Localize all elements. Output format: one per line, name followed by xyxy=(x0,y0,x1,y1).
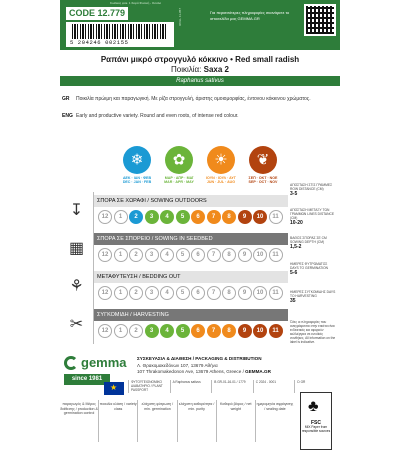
bottom-field: ποικιλία κλάση / variety class xyxy=(99,400,138,442)
barcode-bars xyxy=(72,24,168,39)
sun-icon: ☀ xyxy=(214,151,228,169)
season-badge xyxy=(165,146,193,174)
packaging-info: ΣΥΣΚΕΥΑΣΙΑ & ΔΙΑΘΕΣΗ / PACKAGING & DISTRIBUTION Λ. Θρακομακεδόνων 107, 13679 Αθήνα 107 Thrakomakedonon Ave, 13679 Athens, Greece / GEMMA.GR xyxy=(137,356,337,376)
month-circle: 8 xyxy=(222,324,236,338)
month-circle: 9 xyxy=(238,286,252,300)
month-circle: 7 xyxy=(207,248,221,262)
month-circle: 1 xyxy=(114,324,128,338)
month-circle: 6 xyxy=(191,248,205,262)
season-label-en: JUN · JUL · AUG xyxy=(206,180,236,185)
product-code: CODE 12.779 xyxy=(66,7,128,20)
qr-code-icon[interactable] xyxy=(304,4,336,36)
month-circle: 10 xyxy=(253,210,267,224)
calendar-row-label: ΣΥΓΚΟΜΙΔΗ / HARVESTING xyxy=(94,309,288,321)
month-circle: 9 xyxy=(238,210,252,224)
season-label-en: MAR · APR · MAY xyxy=(164,180,194,185)
month-circle: 4 xyxy=(160,324,174,338)
growing-spec-label: ΑΠΟΣΤΑΣΗ ΜΕΤΑΞΥ ΤΩΝ ΓΡΑΜΜΩΝ LINES DISTANCE (CM) xyxy=(290,208,335,220)
month-circle: 6 xyxy=(191,210,205,224)
gemma-mark-icon xyxy=(64,356,78,370)
header-tiny-text: Κωδικός φακ. 1 Σειρά Φυσική - Οσαλα xyxy=(110,1,162,5)
growing-spec-value: 10-20 xyxy=(290,220,303,226)
growing-spec-label: ΒΑΘΟΣ ΣΠΟΡΑΣ ΣΕ CM SOWING DEPTH (CM) xyxy=(290,236,327,244)
bottom-field: Καθαρό βάρος / net weight xyxy=(217,400,256,442)
month-circle: 10 xyxy=(253,248,267,262)
latin-name: Raphanus sativus xyxy=(60,76,340,86)
roll-code: ROLL 11-057 xyxy=(178,8,182,26)
month-circle: 9 xyxy=(238,248,252,262)
passport-field: D GR xyxy=(294,380,333,393)
passport-field: C 2024 - 0001 xyxy=(253,380,292,393)
fsc-text: MIX Paper from responsible sources xyxy=(301,425,331,434)
logo-word: gemma xyxy=(81,355,127,370)
month-circle: 8 xyxy=(222,286,236,300)
month-strip xyxy=(98,210,283,224)
month-circle: 4 xyxy=(160,210,174,224)
bottom-fields xyxy=(60,400,294,442)
growing-spec-label: ΑΠΟΣΤΑΣΗ ΣΤΙΣ ΓΡΑΜΜΕΣ ROW DISTANCE (CM) xyxy=(290,183,333,191)
month-circle: 9 xyxy=(238,324,252,338)
month-circle: 2 xyxy=(129,324,143,338)
month-circle: 5 xyxy=(176,286,190,300)
month-circle: 11 xyxy=(269,324,283,338)
flower-icon: ✿ xyxy=(172,151,186,169)
month-circle: 3 xyxy=(145,248,159,262)
season-label-gr: ΙΟΥΝ · ΙΟΥΛ · ΑΥΓ xyxy=(206,176,236,180)
fsc-tree-icon: ♣ xyxy=(308,398,319,415)
season-label-en: SEP · OCT · NOV xyxy=(248,180,278,185)
month-circle: 12 xyxy=(98,286,112,300)
month-circle: 4 xyxy=(160,286,174,300)
month-circle: 5 xyxy=(176,248,190,262)
growing-spec xyxy=(290,262,336,275)
season-badge xyxy=(207,146,235,174)
season-label-gr: ΣΕΠ · ΟΚΤ · ΝΟΕ xyxy=(248,176,278,180)
growing-spec-value: 5-6 xyxy=(290,270,298,276)
month-circle: 11 xyxy=(269,210,283,224)
passport-field: B GR-01-16-01 / 1779 xyxy=(211,380,250,393)
month-circle: 1 xyxy=(114,286,128,300)
month-circle: 8 xyxy=(222,210,236,224)
month-circle: 11 xyxy=(269,248,283,262)
growing-spec xyxy=(290,236,336,249)
month-circle: 3 xyxy=(145,286,159,300)
scan-instructions: Για περισσότερες πληροφορίες σκανάρετε το ιστοσελίδα μας GEMMA.GR xyxy=(210,10,290,21)
field-sowing-icon: ↧ xyxy=(60,192,94,230)
packaging-title: ΣΥΣΚΕΥΑΣΙΑ & ΔΙΑΘΕΣΗ / PACKAGING & DISTRIBUTION xyxy=(137,356,262,361)
calendar-row xyxy=(60,306,288,344)
bottom-field: ελάχιστη φύτρωση / min. germination xyxy=(138,400,177,442)
month-circle: 5 xyxy=(176,324,190,338)
month-circle: 12 xyxy=(98,210,112,224)
plant-passport xyxy=(128,380,333,393)
leaf-icon: ❦ xyxy=(256,151,270,169)
growing-spec-label: ΗΜΕΡΕΣ ΣΥΓΚΟΜΙΔΗΣ DAYS TO HARVESTING xyxy=(290,290,336,298)
month-circle: 3 xyxy=(145,324,159,338)
month-circle: 4 xyxy=(160,248,174,262)
season-label-gr: ΜΑΡ · ΑΠΡ · ΜΑΪ xyxy=(164,176,194,180)
month-strip xyxy=(98,286,283,300)
season-badge xyxy=(249,146,277,174)
month-circle: 12 xyxy=(98,248,112,262)
month-circle: 11 xyxy=(269,286,283,300)
variety-name: Saxa 2 xyxy=(203,65,229,74)
description-en-text: Early and productive variety. Round and even roots, of intense red colour. xyxy=(76,113,239,119)
month-circle: 3 xyxy=(145,210,159,224)
growing-spec-value: 3-5 xyxy=(290,191,298,197)
passport-field: ΦΥΤΟΫΓΕΙΟΝΟΜΙΚΟ ΔΙΑΒΑΤΗΡΙΟ / PLANT PASSPORT xyxy=(128,380,167,393)
month-circle: 2 xyxy=(129,248,143,262)
season-label-en: DEC · JAN · FEB xyxy=(122,180,152,185)
month-circle: 7 xyxy=(207,324,221,338)
month-circle: 8 xyxy=(222,248,236,262)
calendar-row-label: ΜΕΤΑΦΥΤΕΥΣΗ / BEDDING OUT xyxy=(94,271,288,283)
bottom-field: παραγωγός & Μέρος διάθεσης / production & germination control xyxy=(60,400,99,442)
eu-flag-icon xyxy=(104,382,124,395)
growing-spec xyxy=(290,290,336,303)
address-gr: Λ. Θρακομακεδόνων 107, 13679 Αθήνα xyxy=(137,362,218,368)
website-link[interactable]: GEMMA.GR xyxy=(245,369,271,374)
growing-spec-value: 1,5-2 xyxy=(290,244,302,250)
description-en xyxy=(62,113,337,120)
calendar-row xyxy=(60,192,288,230)
month-circle: 10 xyxy=(253,286,267,300)
snowflake-icon: ❄ xyxy=(130,151,144,169)
growing-spec-value: 35 xyxy=(290,298,296,304)
barcode-number: 5 204246 002155 xyxy=(70,39,129,46)
passport-field: A Raphanus sativus xyxy=(170,380,209,393)
variety-line xyxy=(0,65,400,74)
calendar-row xyxy=(60,230,288,268)
description-gr xyxy=(62,96,337,103)
bottom-field: ελάχιστη καθαρότητα / min. purity xyxy=(178,400,217,442)
month-strip xyxy=(98,248,283,262)
month-circle: 1 xyxy=(114,248,128,262)
lang-code-gr: GR xyxy=(62,96,70,102)
month-circle: 1 xyxy=(114,210,128,224)
season-label-gr: ΔΕΚ · ΙΑΝ · ΦΕΒ xyxy=(122,176,152,180)
month-circle: 12 xyxy=(98,324,112,338)
month-circle: 10 xyxy=(253,324,267,338)
season-label xyxy=(238,176,288,185)
growing-spec-label: ΗΜΕΡΕΣ ΦΥΤΡΩΜΑΤΟΣ DAYS TO GERMINATION xyxy=(290,262,329,270)
growing-spec xyxy=(290,183,336,196)
bottom-field: ημερομηνία σφράγισης / sealing date xyxy=(256,402,294,411)
month-circle: 7 xyxy=(207,286,221,300)
address-en: 107 Thrakomakedonon Ave, 13679 Athens, Greece xyxy=(137,369,242,374)
description-gr-text: Ποικιλία πρώιμη και παραγωγική. Με ρίζα στρογγυλή, άριστης ομοιομορφίας, έντονου κόκκινου χρώματος. xyxy=(76,96,311,102)
since-badge: since 1981 xyxy=(64,374,110,385)
calendar-row-label: ΣΠΟΡΑ ΣΕ ΣΠΟΡΕΙΟ / SOWING IN SEEDBED xyxy=(94,233,288,245)
disclaimer-note: Όλες οι πληροφορίες που αναγράφονται στην ετικέτα είναι ενδεικτικές και αφορούν καλλιέργεια σε ευνοϊκές συνθήκες. All information on the label is indicative. xyxy=(290,320,336,344)
month-circle: 6 xyxy=(191,286,205,300)
fsc-label: FSC xyxy=(311,420,321,426)
calendar-row xyxy=(60,268,288,306)
month-circle: 2 xyxy=(129,210,143,224)
season-badge xyxy=(123,146,151,174)
month-strip xyxy=(98,324,283,338)
month-circle: 5 xyxy=(176,210,190,224)
transplant-icon: ⚘ xyxy=(60,268,94,306)
fsc-mark xyxy=(300,392,332,450)
growing-spec xyxy=(290,208,336,225)
lang-code-en: ENG xyxy=(62,113,73,119)
harvest-icon: ✂ xyxy=(60,306,94,344)
variety-prefix: Ποικιλία: xyxy=(171,65,202,74)
month-circle: 6 xyxy=(191,324,205,338)
calendar-row-label: ΣΠΟΡΑ ΣΕ ΧΩΡΑΦΙ / SOWING OUTDOORS xyxy=(94,195,288,207)
product-title: Ραπάνι μικρό στρογγυλό κόκκινο • Red small radish xyxy=(100,55,300,64)
month-circle: 7 xyxy=(207,210,221,224)
barcode xyxy=(66,22,174,47)
month-circle: 2 xyxy=(129,286,143,300)
header-band xyxy=(60,0,340,50)
seedbed-icon: ▦ xyxy=(60,230,94,268)
